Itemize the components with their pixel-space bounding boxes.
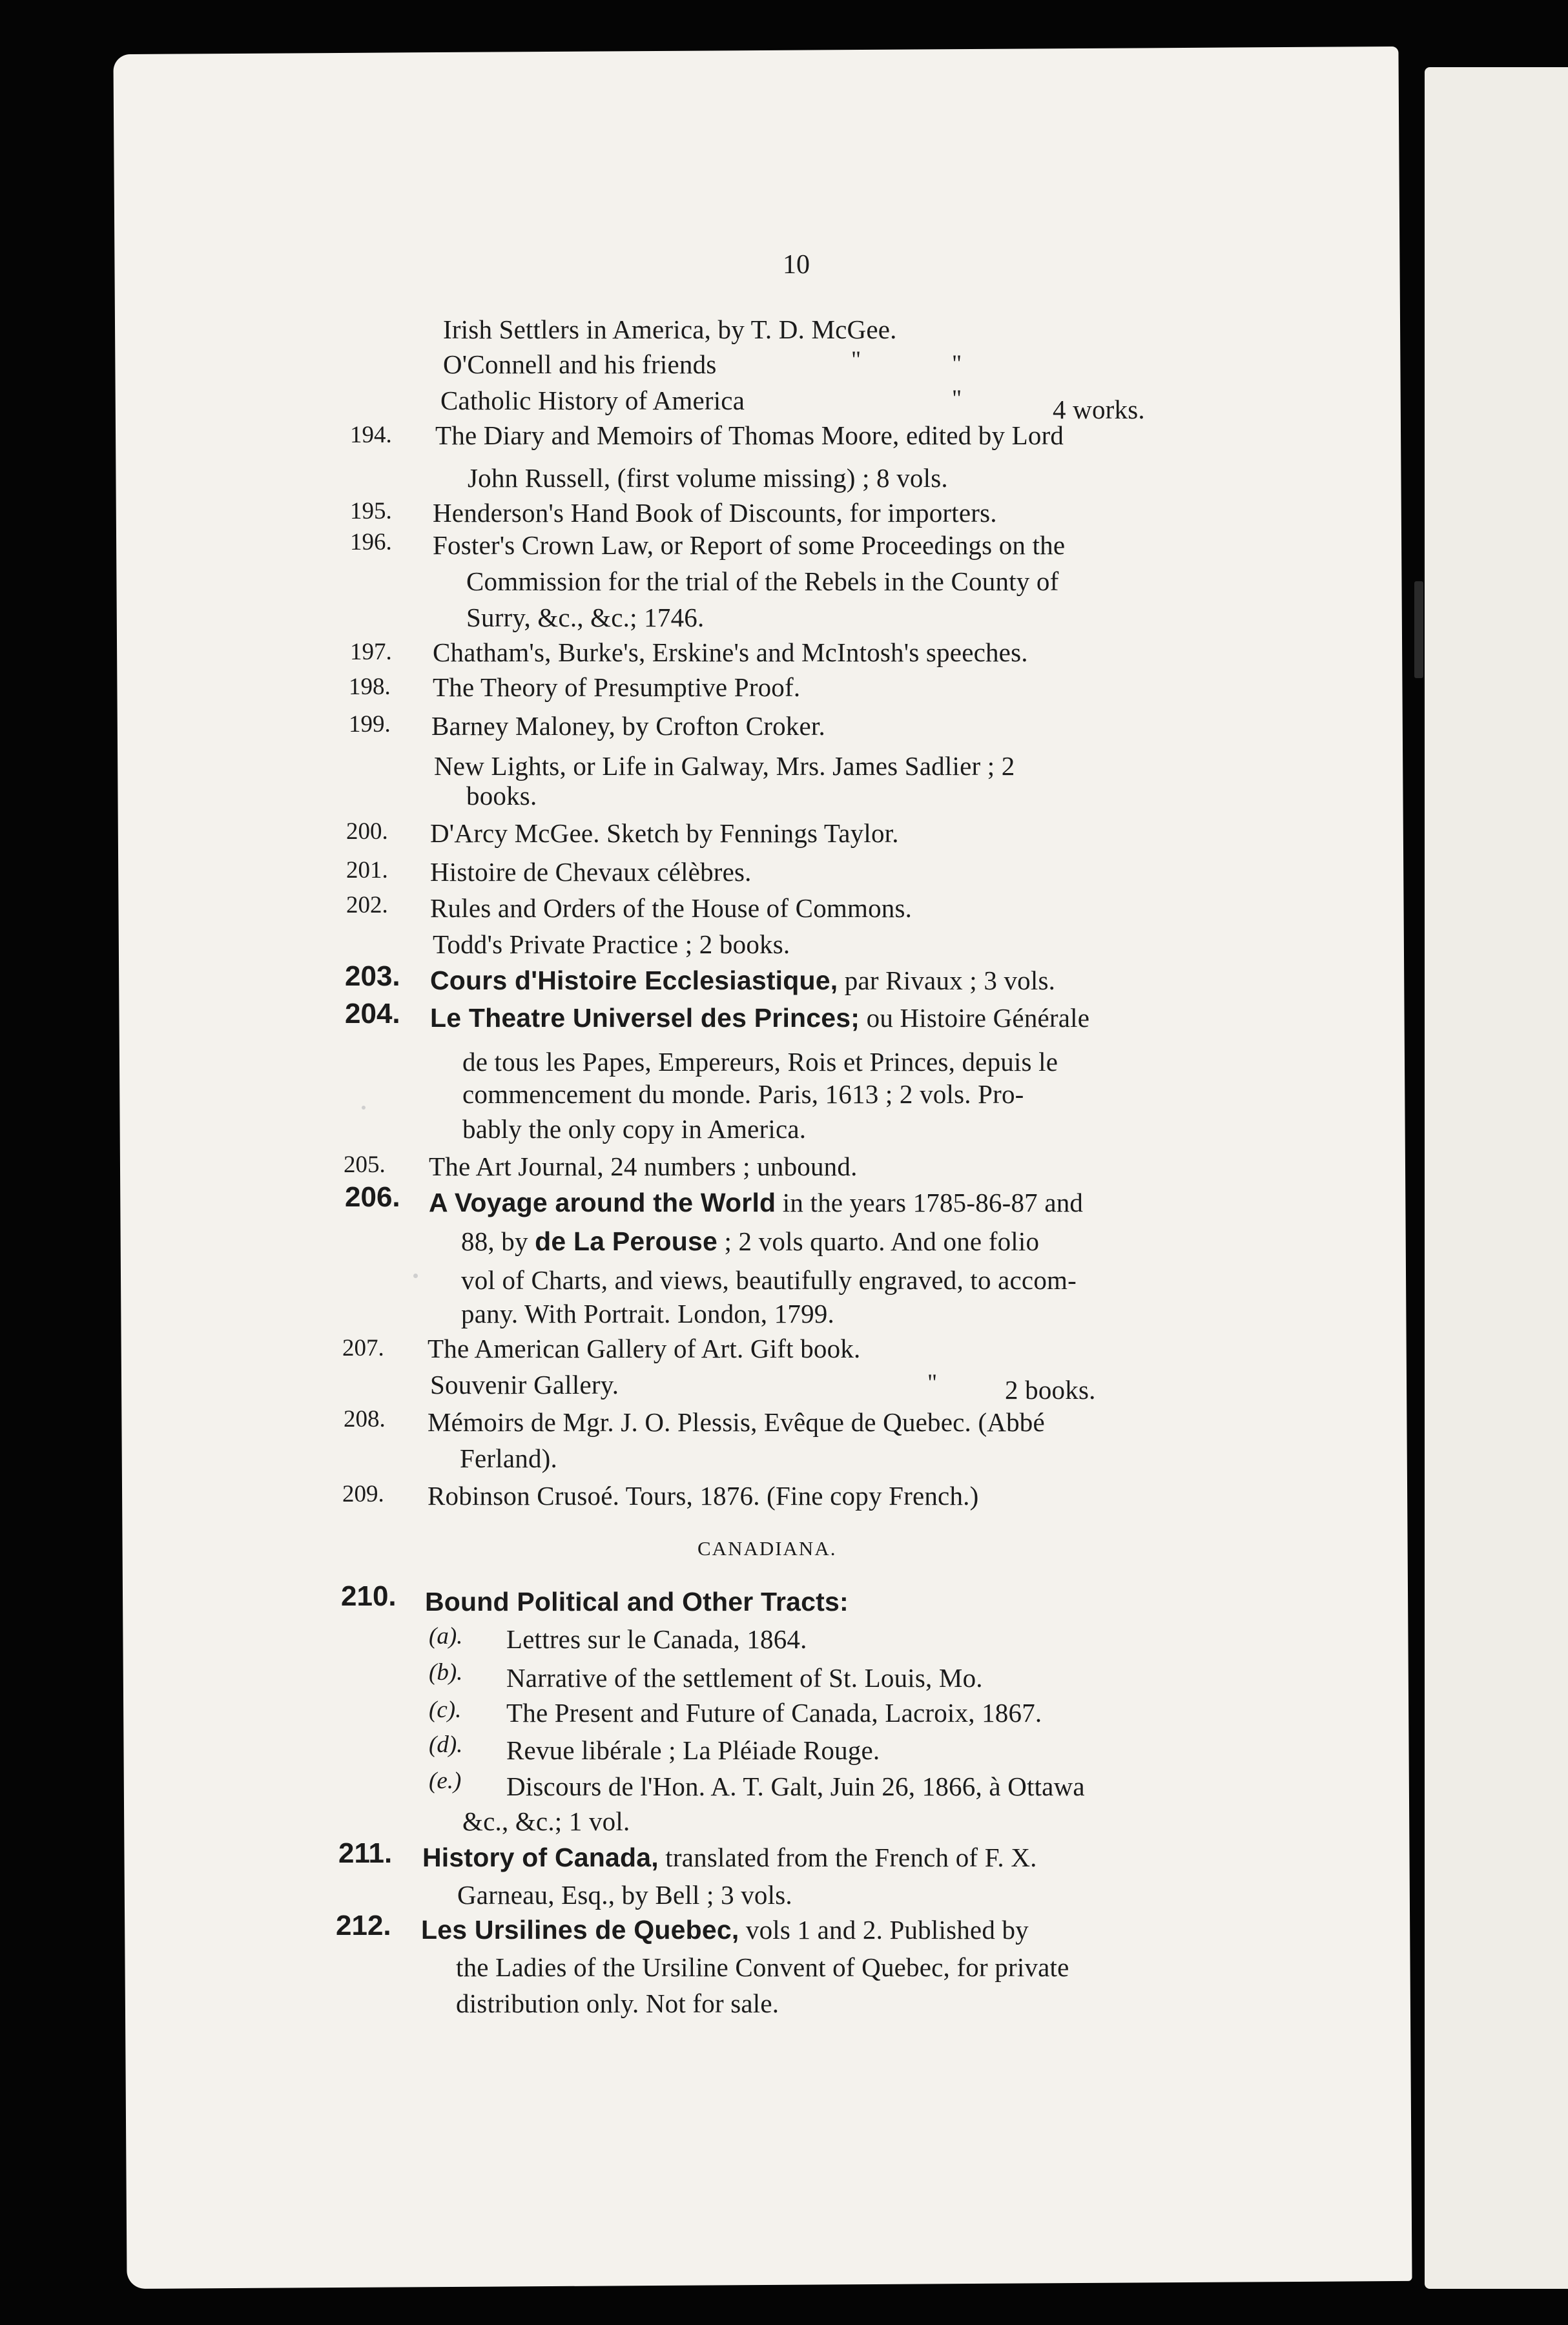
entry-line: Todd's Private Practice ; 2 books.	[433, 929, 790, 959]
entry-line	[461, 1226, 1039, 1257]
sub-letter: (e.)	[429, 1768, 462, 1794]
entry-title: Le Theatre Universel des Princes;	[430, 1003, 860, 1033]
section-heading: CANADIANA.	[697, 1537, 837, 1560]
entry-line: commencement du monde. Paris, 1613 ; 2 vols. Pro-	[462, 1079, 1024, 1109]
entry-title: de La Perouse	[535, 1226, 718, 1256]
entry-line: de tous les Papes, Empereurs, Rois et Princes, depuis le	[462, 1047, 1058, 1077]
sub-letter: (b).	[429, 1659, 463, 1686]
entry-text: in the years 1785-86-87 and	[776, 1188, 1084, 1217]
entry-line: Ferland).	[460, 1443, 557, 1473]
sub-letter: (a).	[429, 1623, 463, 1649]
entry-line: The Present and Future of Canada, Lacroix, 1867.	[506, 1698, 1042, 1728]
entry-line: Surry, &c., &c.; 1746.	[466, 603, 705, 632]
entry-title: A Voyage around the World	[429, 1188, 776, 1217]
item-number: 199.	[349, 711, 391, 738]
entry-title: Bound Political and Other Tracts:	[425, 1587, 849, 1617]
entry-line	[430, 965, 1055, 996]
entry-line: Henderson's Hand Book of Discounts, for importers.	[433, 498, 997, 528]
entry-line: Narrative of the settlement of St. Louis, Mo.	[506, 1663, 983, 1693]
entry-line	[429, 1187, 1083, 1218]
entry-line: Chatham's, Burke's, Erskine's and McIntosh's speeches.	[433, 637, 1028, 667]
item-number: 208.	[344, 1406, 386, 1432]
entry-text: vols 1 and 2. Published by	[739, 1915, 1029, 1945]
entry-line: distribution only. Not for sale.	[456, 1989, 779, 2018]
entry-line: Histoire de Chevaux célèbres.	[430, 857, 752, 887]
entry-text: ; 2 vols quarto. And one folio	[717, 1226, 1040, 1256]
entry-text: par Rivaux ; 3 vols.	[838, 966, 1056, 995]
entry-line: Rules and Orders of the House of Commons.	[430, 893, 913, 923]
item-number: 200.	[346, 818, 388, 845]
sub-letter: (c).	[429, 1697, 462, 1723]
item-number: 211.	[338, 1837, 393, 1869]
entry-line: Discours de l'Hon. A. T. Galt, Juin 26, 1866, à Ottawa	[506, 1772, 1085, 1801]
entry-line: Lettres sur le Canada, 1864.	[506, 1624, 807, 1654]
entry-line	[430, 1002, 1089, 1033]
entry-line: The Diary and Memoirs of Thomas Moore, edited by Lord	[435, 420, 1064, 450]
entry-line: the Ladies of the Ursiline Convent of Quebec, for private	[456, 1952, 1069, 1982]
ditto-mark: "	[952, 351, 962, 377]
entry-line: books.	[466, 781, 537, 811]
entry-line: John Russell, (first volume missing) ; 8 vols.	[468, 463, 948, 493]
entry-text: translated from the French of F. X.	[658, 1843, 1037, 1872]
entry-text: ou Histoire Générale	[860, 1003, 1090, 1033]
entry-line: pany. With Portrait. London, 1799.	[461, 1299, 834, 1328]
entry-line: The Art Journal, 24 numbers ; unbound.	[429, 1152, 858, 1181]
page-number: 10	[783, 250, 810, 280]
entry-line: O'Connell and his friends	[443, 349, 717, 379]
entry-line	[425, 1586, 849, 1617]
entry-line: The American Gallery of Art. Gift book.	[428, 1334, 861, 1363]
entry-line	[422, 1842, 1037, 1873]
entry-line: Barney Maloney, by Crofton Croker.	[431, 711, 825, 741]
entry-title: History of Canada,	[422, 1843, 659, 1872]
item-number: 198.	[349, 674, 391, 700]
entry-line: vol of Charts, and views, beautifully engraved, to accom-	[461, 1265, 1077, 1295]
entry-title: Les Ursilines de Quebec,	[421, 1915, 739, 1945]
entry-line: bably the only copy in America.	[462, 1114, 807, 1144]
item-number: 195.	[350, 498, 392, 524]
entry-text: 88, by	[461, 1226, 535, 1256]
ditto-mark: "	[927, 1370, 938, 1396]
entry-line: Souvenir Gallery.	[430, 1370, 619, 1400]
item-number: 207.	[342, 1335, 384, 1361]
item-number: 196.	[350, 529, 392, 555]
item-number: 210.	[341, 1580, 397, 1612]
item-number: 201.	[346, 857, 388, 884]
sub-letter: (d).	[429, 1731, 463, 1758]
entry-line: Irish Settlers in America, by T. D. McGee.	[443, 315, 897, 344]
item-number: 202.	[346, 892, 388, 918]
item-number: 203.	[345, 960, 400, 992]
entry-line: The Theory of Presumptive Proof.	[433, 672, 801, 702]
entry-line: Robinson Crusoé. Tours, 1876. (Fine copy French.)	[428, 1481, 979, 1511]
ditto-mark: "	[952, 386, 962, 412]
entry-title: Cours d'Histoire Ecclesiastique,	[430, 966, 838, 995]
entry-line: Foster's Crown Law, or Report of some Proceedings on the	[433, 530, 1066, 560]
entry-line: &c., &c.; 1 vol.	[462, 1806, 630, 1836]
item-number: 206.	[345, 1181, 400, 1213]
entry-line	[421, 1914, 1029, 1945]
item-number: 197.	[350, 639, 392, 665]
item-number: 204.	[345, 998, 400, 1029]
entry-line: New Lights, or Life in Galway, Mrs. James Sadlier ; 2	[434, 751, 1015, 781]
side-note: 2 books.	[1005, 1375, 1096, 1405]
entry-line: Revue libérale ; La Pléiade Rouge.	[506, 1735, 880, 1765]
ditto-mark: "	[851, 347, 861, 373]
item-number: 205.	[344, 1152, 386, 1178]
entry-line: Catholic History of America	[440, 386, 745, 415]
item-number: 212.	[336, 1910, 391, 1941]
side-note: 4 works.	[1053, 395, 1145, 424]
item-number: 194.	[350, 422, 392, 448]
entry-line: Garneau, Esq., by Bell ; 3 vols.	[457, 1880, 792, 1910]
entry-line: Mémoirs de Mgr. J. O. Plessis, Evêque de Quebec. (Abbé	[428, 1407, 1045, 1437]
entry-line: D'Arcy McGee. Sketch by Fennings Taylor.	[430, 818, 899, 848]
entry-line: Commission for the trial of the Rebels in the County of	[466, 566, 1059, 596]
item-number: 209.	[342, 1481, 384, 1507]
